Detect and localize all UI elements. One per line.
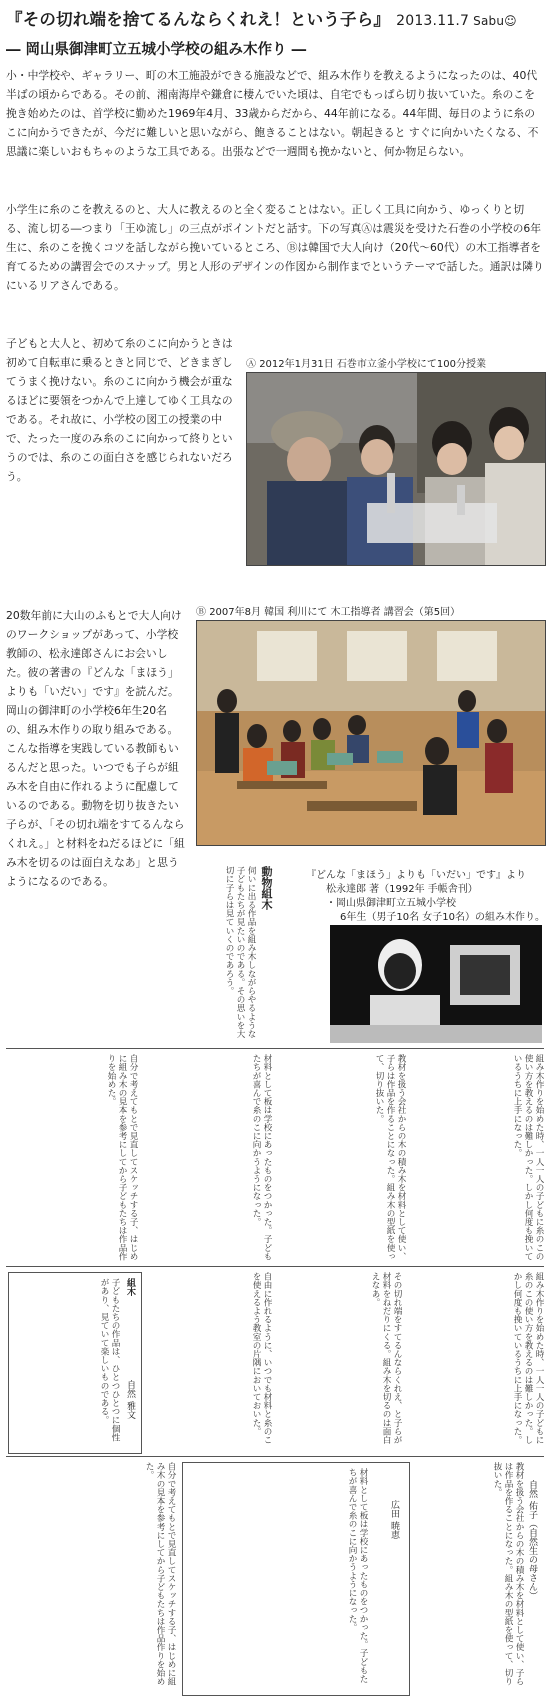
- clipping-column-9: 組み木作りを始めた時、一人一人の子どもに糸のこの使い方を教えるのは難しかった。しかし何度も挽いているうちに上手になった。: [512, 1272, 544, 1444]
- divider: [6, 1266, 544, 1267]
- page-subtitle: ― 岡山県御津町立五城小学校の組み木作り ―: [6, 42, 307, 58]
- clipping-column-2: 自分で考えてもとで見直してスケッチする子、はじめに組み木の見本を参考にしてから子どもたちは作品作りを始めた。: [106, 1054, 138, 1261]
- clipping-column-1: 伺いに出る作品を組み木しながらやるような子どもたちが見たいのである。その思いを大切に子らは見ていくのであろう。: [224, 866, 256, 1038]
- page-title: [6, 6, 546, 30]
- photo-b-image: [197, 621, 545, 845]
- photo-a-caption-text: 2012年1月31日 石巻市立釜小学校にて100分授業: [259, 359, 486, 370]
- photo-a: [246, 372, 546, 566]
- title-text: 『その切れ端を捨てるんならくれえ！という子ら』: [6, 10, 391, 29]
- book-caption-3: ・岡山県御津町立五城小学校: [326, 898, 456, 909]
- book-caption-4: 6年生（男子10名 女子10名）の組み木作り。: [340, 912, 545, 923]
- book-caption-2: 松永達郎 著（1992年 手帳舎刊）: [326, 884, 478, 895]
- photo-b-caption-text: 2007年8月 韓国 利川にて 木工指導者 講習会（第5回）: [209, 607, 461, 618]
- divider: [6, 1456, 544, 1457]
- photo-b-caption: [196, 603, 460, 618]
- clipping-column-3: 材料として板は学校にあったものをつかった。子どもたちが喜んで糸のこに向かうようになった。: [251, 1054, 272, 1261]
- date-text: 2013.11.7: [396, 13, 470, 29]
- intro-paragraph-2: 小学生に糸のこを教えるのと、大人に教えるのと全く変ることはない。正しく工具に向かう、ゆっくりと切る、流し切る―つまり「王ゆ流し」の三点がポイントだと話す。下の写真Ⓐは震災を受けた石巻の小学校の6年生に、糸のこを挽くコツを話しながら挽いているところ、Ⓑは韓国で大人向け（20代〜60代）の木工指導者を育てるための講習会でのスナップ。男と人形のデザインの作図から制作までというテーマで話した。通訳は隣りにいるリアさんである。: [6, 203, 544, 292]
- photo-b-label: Ⓑ: [196, 607, 206, 618]
- signature: Sabu: [473, 14, 505, 28]
- author-1: 自然 雅文: [125, 1380, 135, 1419]
- clipping-column-10: 自分で考えてもとで見直してスケッチする子、はじめに組み木の見本を参考にしてから子どもたちは作品作りを始めた。: [144, 1462, 176, 1686]
- clipping-column-11: 材料として板は学校にあったものをつかった。子どもたちが喜んで糸のこに向かうようになった。: [347, 1468, 368, 1683]
- author-2: 広田 暁恵: [389, 1500, 399, 1539]
- intro-paragraph-3: 子どもと大人と、初めて糸のこに向かうときは初めて自転車に乗るときと同じで、どきまぎしてうまく挽けない。糸のこに向かう機会が重なるほどに要領をつかんで上達してゆく工具なのである。それ故に、小学校の図工の授業の中で、たった一度のみ糸のこに向かって終りというのでは、糸のこの面白さを感じられないだろう。: [6, 337, 233, 483]
- intro-paragraph-4: 20数年前に大山のふもとで大人向けのワークショップがあって、小学校教師の、松永達郎さんにお会いした。彼の著書の『どんな「まほう」よりも「いだい」です』を読んだ。岡山の御津町の小学校6年生20名の、組み木作りの取り組みである。こんな指導を実践している教師もいるんだと思った。いつでも子らが組み木を自由に作れるように配慮しているのである。動物を切り抜きたい子らが、「その切れ端をすてるんなら くれえ。」と材料をねだるほどに「組み木を切るのは面白えなあ」と思うようになるのである。: [6, 609, 185, 888]
- clipping-column-5: 組み木作りを始めた時、一人一人の子どもに糸のこの使い方を教えるのは難しかった。しかし何度も挽いているうちに上手になった。: [512, 1054, 544, 1261]
- clipping-title: 動物組木: [260, 866, 273, 910]
- divider: [6, 1048, 544, 1049]
- clipping-column-4: 教材を扱う会社からの木の積み木を材料として使い、子らは作品を作ることになった。組み木の型紙を使って、切り抜いた。: [374, 1054, 406, 1261]
- photo-a-label: Ⓐ: [246, 359, 256, 370]
- photo-a-caption: [246, 355, 486, 370]
- memo-title: 組木: [125, 1278, 135, 1296]
- clipping-column-12: 教材を扱う会社からの木の積み木を材料として使い、子らは作品を作ることになった。組み木の型紙を使って、切り抜いた。: [492, 1462, 524, 1686]
- smiley-icon: ☺: [504, 14, 517, 28]
- intro-paragraph-1: 小・中学校や、ギャラリー、町の木工施設ができる施設などで、組み木作りを教えるようになったのは、40代半ばの頃からである。その前、湘南海岸や鎌倉に棲んでいた頃は、自宅でもっぱら切り抜いていた。糸のこを挽き始めたのは、首学校に勤めた1969年4月、33歳からだから、44年前になる。44年間、毎日のように糸のこに向かうできたが、今だに難しいと思いながら、飽きることはない。朝起きると すぐに向かいたくなる、不思議に楽しいおもちゃのような工具である。出張などで一週間も挽かないと、何か物足らない。: [6, 69, 539, 158]
- photo-b: [196, 620, 546, 846]
- clipping-column-7: 自由に作れるように、いつでも材料と糸のこを使えるよう教室の片隅においておいた。: [251, 1272, 272, 1444]
- clipping-column-6: 子どもたちの作品は、ひとつひとつに個性があり、見ていて楽しいものである。: [99, 1278, 120, 1442]
- book-photo-image: [330, 925, 542, 1043]
- book-caption-1: 『どんな「まほう」よりも「いだい」です』より: [306, 870, 526, 881]
- book-photo: [330, 925, 542, 1043]
- photo-a-image: [247, 373, 545, 565]
- clipping-column-8: その切れ端をすてるんならくれえ、と子らが材料をねだりにくる。組み木を切るのは面白えなあ。: [370, 1272, 402, 1444]
- author-3: 自然 佑子（自然生の母さん）: [527, 1480, 537, 1600]
